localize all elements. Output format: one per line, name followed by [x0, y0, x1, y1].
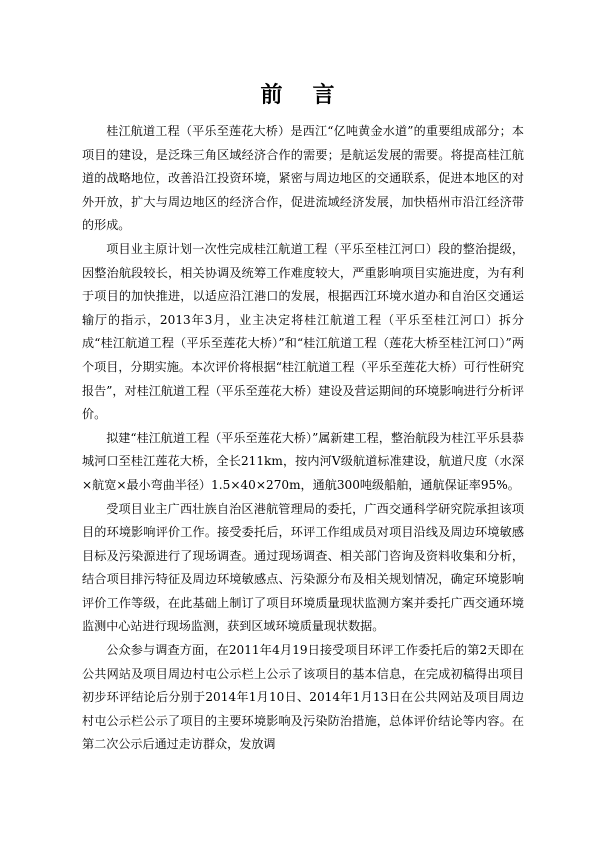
paragraph-4: 受项目业主广西壮族自治区港航管理局的委托，广西交通科学研究院承担该项目的环境影响评价工作。接受委托后，环评工作组成员对项目沿线及周边环境敏感目标及污染源进行了现场调查。通过现场调查、相关部门咨询及资料收集和分析，结合项目排污特征及周边环境敏感点、污染源分布及相关规划情况，确定环境影响评价工作等级，在此基础上制订了项目环境质量现状监测方案并委托广西交通环境监测中心站进行现场监测，获到区域环境质量现状数据。 [82, 501, 524, 634]
paragraph-2: 项目业主原计划一次性完成桂江航道工程（平乐至桂江河口）段的整治提级，因整治航段较长，相关协调及统筹工作难度较大，严重影响项目实施进度，为有利于项目的加快推进，以适应沿江港口的发展，根据西江环境水道办和自治区交通运输厅的指示，2013年3月，业主决定将桂江航道工程（平乐至桂江河口）拆分成“桂江航道工程（平乐至莲花大桥）”和“桂江航道工程（莲花大桥至桂江河口）”两个项目，分期实施。本次评价将根据“桂江航道工程（平乐至莲花大桥）可行性研究报告”，对桂江航道工程（平乐至莲花大桥）建设及营运期间的环境影响进行分析评价。 [82, 241, 524, 422]
document-body [82, 120, 524, 757]
paragraph-1: 桂江航道工程（平乐至莲花大桥）是西江“亿吨黄金水道”的重要组成部分；本项目的建设，是泛珠三角区域经济合作的需要；是航运发展的需要。将提高桂江航道的战略地位，改善沿江投资环境，紧密与周边地区的交通联系，促进本地区的对外开放，扩大与周边地区的经济合作，促进流域经济发展，加快梧州市沿江经济带的形成。 [82, 124, 524, 233]
paragraph-5: 公众参与调查方面，在2011年4月19日接受项目环评工作委托后的第2天即在公共网站及项目周边村屯公示栏上公示了该项目的基本信息，在完成初稿得出项目初步环评结论后分别于2014年1月10日、2014年1月13日在公共网站及项目周边村屯公示栏公示了项目的主要环境影响及污染防治措施，总体评价结论等内容。在第二次公示后通过走访群众，发放调 [82, 643, 524, 752]
paragraph-3: 拟建“桂江航道工程（平乐至莲花大桥）”属新建工程，整治航段为桂江平乐县恭城河口至桂江莲花大桥，全长211km，按内河Ⅴ级航道标准建设，航道尺度（水深×航宽×最小弯曲半径）1.5×40×270m，通航300吨级船舶，通航保证率95%。 [82, 430, 524, 492]
page-title: 前言 [260, 83, 365, 108]
